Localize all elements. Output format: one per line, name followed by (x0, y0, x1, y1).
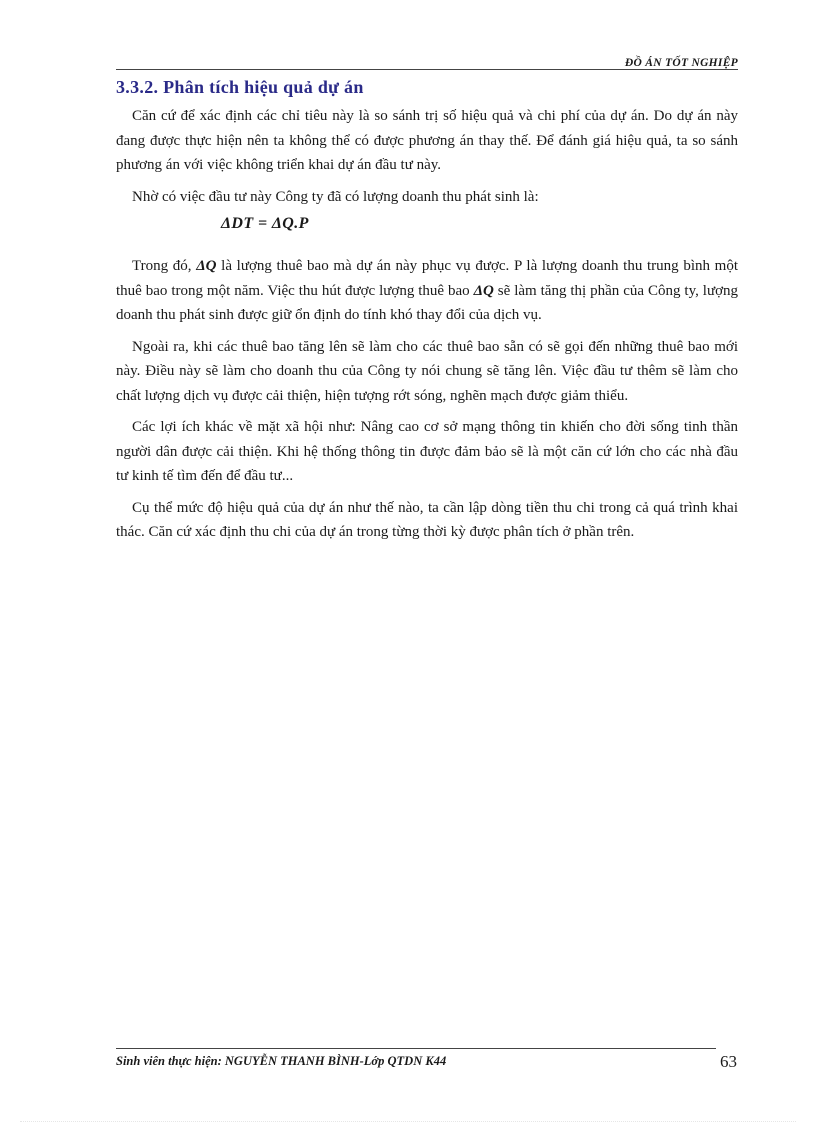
section-title: 3.3.2. Phân tích hiệu quả dự án (116, 77, 364, 97)
formula-delta-dt: ΔDT = ΔQ.P (221, 215, 309, 232)
paragraph-3-part-a: Trong đó, (132, 258, 192, 274)
body-block-2 (116, 254, 738, 552)
page-number: 63 (720, 1052, 737, 1071)
delta-q-symbol: ΔQ (196, 258, 217, 274)
header-rule (116, 69, 738, 70)
paragraph-5: Các lợi ích khác về mặt xã hội như: Nâng cao cơ sở mạng thông tin khiến cho đời sống tinh thần người dân được cải thiện. Khi hệ thống thông tin được đảm bảo sẽ là một căn cứ lớn cho các nhà đầu tư kinh tế tìm đến để đầu tư... (116, 419, 738, 484)
paragraph-2: Nhờ có việc đầu tư này Công ty đã có lượng doanh thu phát sinh là: (132, 188, 539, 205)
paragraph-4: Ngoài ra, khi các thuê bao tăng lên sẽ làm cho các thuê bao sẵn có sẽ gọi đến những thuê bao mới này. Điều này sẽ làm cho doanh thu của Công ty nói chung sẽ tăng lên. Việc đầu tư thêm sẽ làm cho chất lượng dịch vụ được cải thiện, hiện tượng rớt sóng, nghẽn mạch được giảm thiểu. (116, 338, 738, 404)
header-title: ĐỒ ÁN TỐT NGHIỆP (621, 57, 738, 69)
paragraph-1: Căn cứ để xác định các chỉ tiêu này là so sánh trị số hiệu quả và chi phí của dự án. Do dự án này đang được thực hiện nên ta không thể có được phương án thay thế. Để đánh giá hiệu quả, ta so sánh phương án với việc không triển khai dự án đầu tư này. (116, 108, 738, 173)
footer-rule (116, 1048, 716, 1049)
delta-q-symbol-2: ΔQ (473, 282, 494, 299)
paragraph-6: Cụ thể mức độ hiệu quả của dự án như thế nào, ta cần lập dòng tiền thu chi trong cả quá trình khai thác. Căn cứ xác định thu chi của dự án trong từng thời kỳ được phân tích ở phần trên. (116, 499, 738, 540)
paragraph-3-part-c: sẽ làm tăng thị phần của Công ty, lượng doanh thu phát sinh được giữ ổn định do tính khó thay đổi của dịch vụ. (116, 282, 739, 323)
paragraph-3-part-b: là lượng thuê bao mà dự án này phục vụ được. P là lượng doanh thu trung bình một thuê bao trong một năm. Việc thu hút được lượng thuê bao (116, 258, 738, 299)
paragraph-3 (116, 254, 738, 328)
footer-author: Sinh viên thực hiện: NGUYỄN THANH BÌNH-Lớp QTDN K44 (116, 1054, 447, 1068)
page-bottom-border (20, 1121, 796, 1122)
body-block-1 (116, 104, 738, 216)
